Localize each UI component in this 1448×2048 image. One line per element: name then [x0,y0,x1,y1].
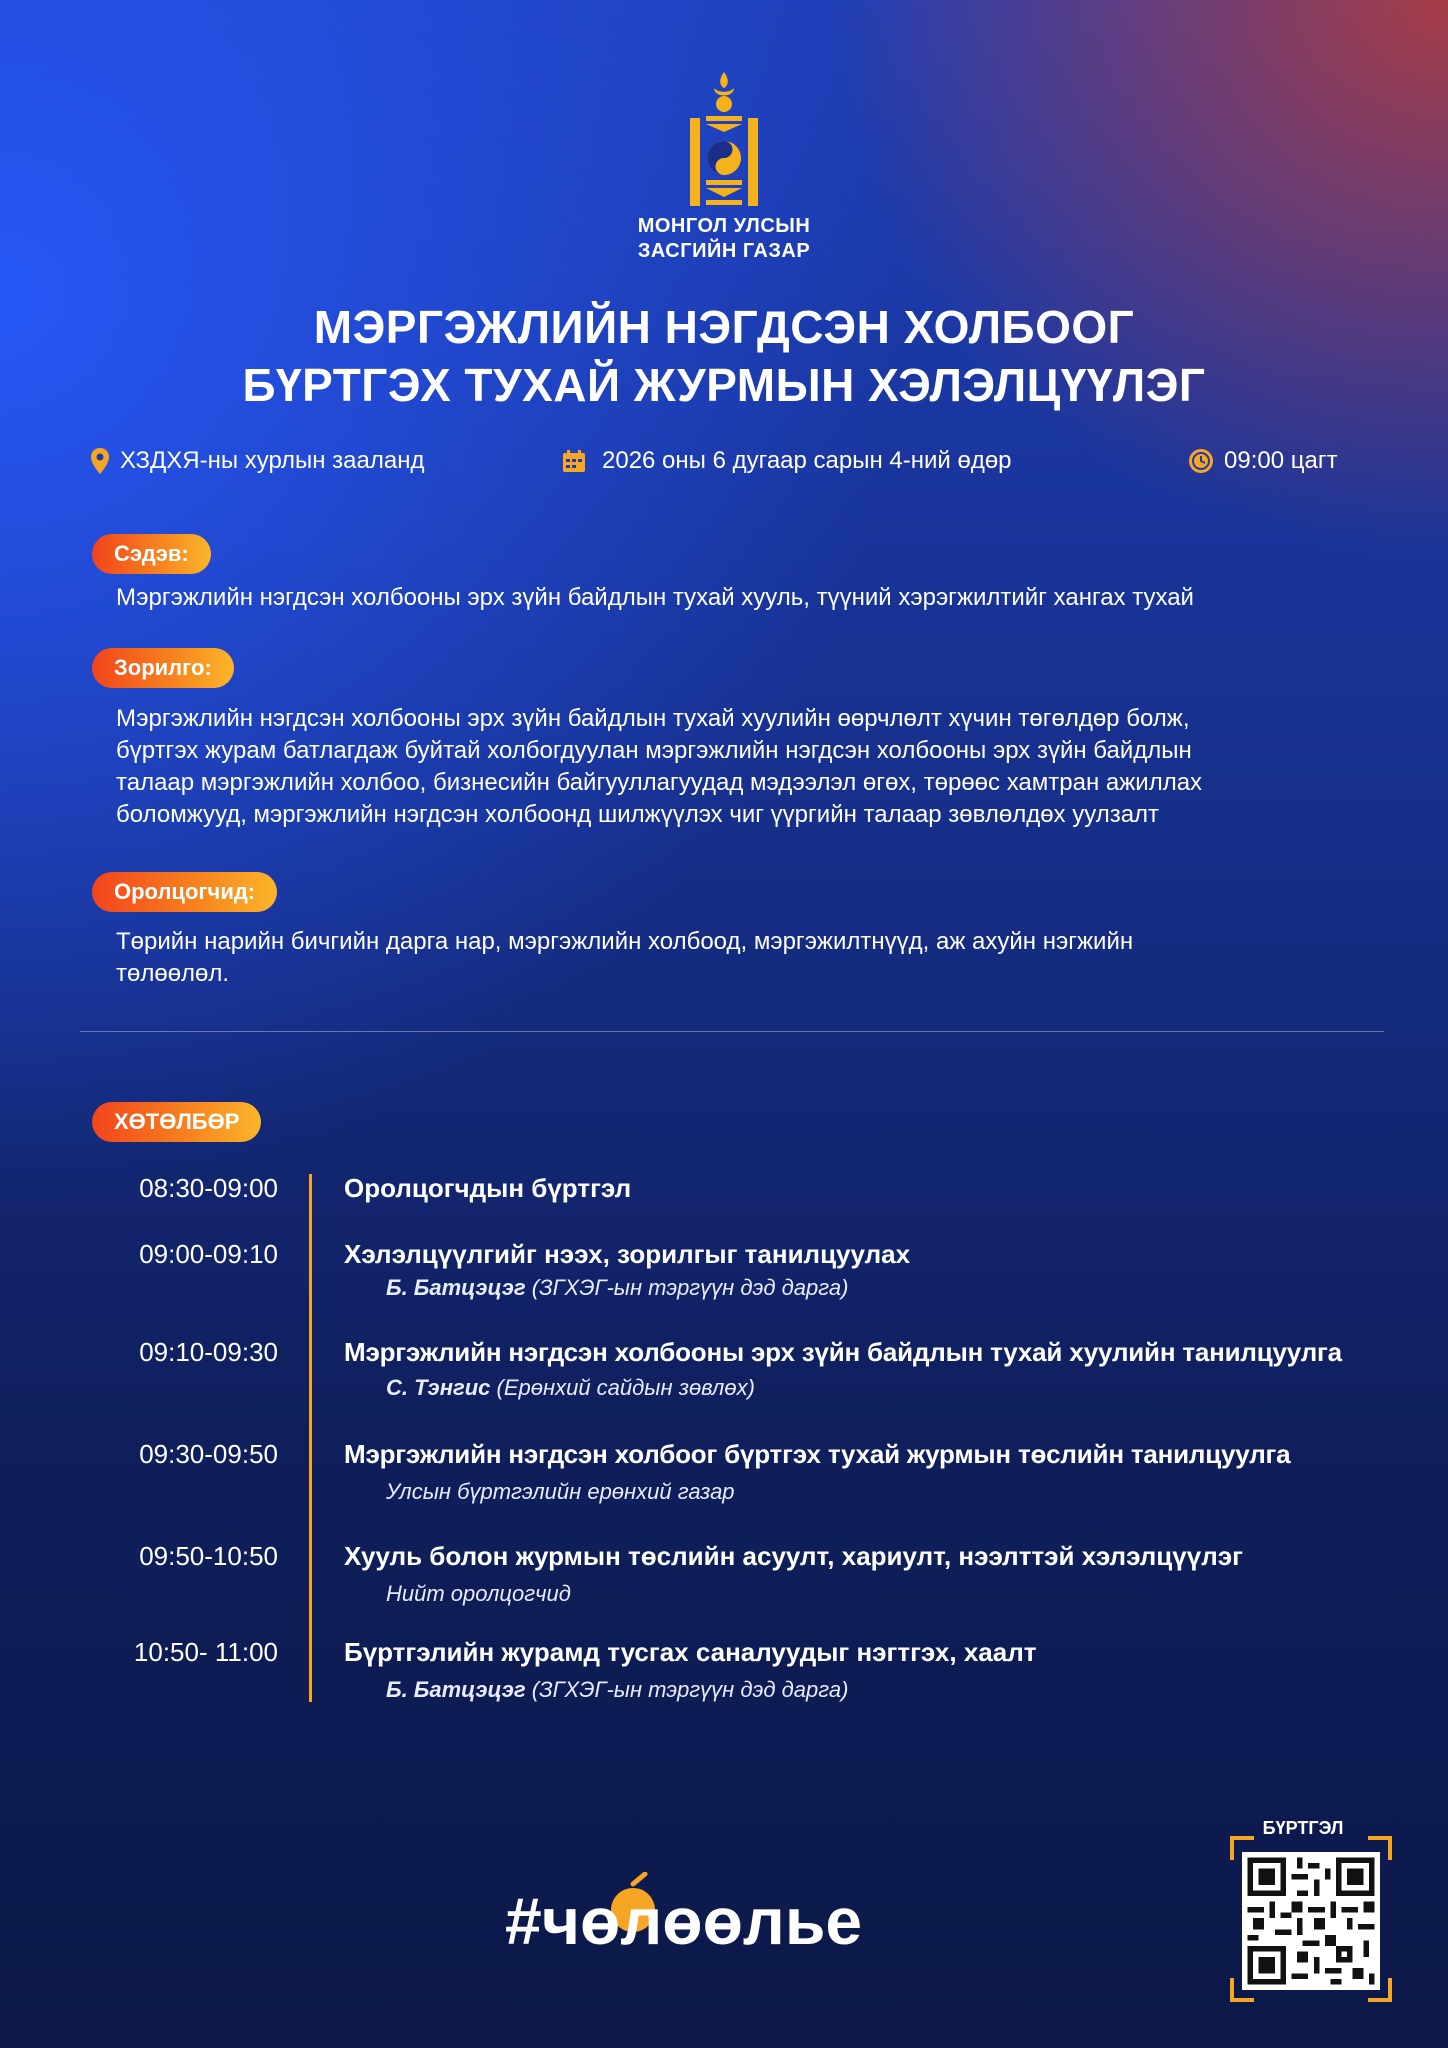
program-pill: ХӨТӨЛБӨР [92,1102,261,1142]
speaker-role: (Ерөнхий сайдын зөвлөх) [490,1375,755,1400]
schedule-time: 09:10-09:30 [139,1337,278,1367]
hashtag-logo [505,1872,945,1962]
speaker-role: (ЗГХЭГ-ын тэргүүн дэд дарга) [525,1677,849,1702]
schedule-time: 09:30-09:50 [139,1439,278,1469]
org-line-2: ЗАСГИЙН ГАЗАР [637,240,811,262]
date-text: 2026 оны 6 дугаар сарын 4-ний өдөр [602,447,1012,474]
program-label [92,1102,261,1142]
schedule-time: 08:30-09:00 [139,1173,278,1203]
map-pin-icon [90,447,110,475]
topic-text: Мэргэжлийн нэгдсэн холбооны эрх зүйн байдлын тухай хууль, түүний хэрэгжилтийг хангах тухай [116,584,1194,611]
schedule-time: 09:50-10:50 [139,1541,278,1571]
participants-text [116,926,1396,990]
speaker-role: (ЗГХЭГ-ын тэргүүн дэд дарга) [525,1275,849,1300]
schedule-speaker [386,1478,1386,1506]
schedule-title: Хэлэлцүүлгийг нээх, зорилгыг танилцуулах [344,1239,911,1269]
qr-label: БҮРТГЭЛ [1262,1818,1344,1838]
schedule-title: Оролцогчдын бүртгэл [344,1173,632,1203]
schedule-title: Мэргэжлийн нэгдсэн холбооны эрх зүйн байдлын тухай хуулийн танилцуулга [344,1337,1342,1367]
participants-label [92,872,277,912]
speaker-role: Нийт оролцогчид [386,1581,571,1606]
org-line-1: МОНГОЛ УЛСЫН [637,215,811,237]
topic-label [92,534,211,574]
timeline-line [309,1174,312,1702]
page-title [80,298,1368,414]
participants-line: Төрийн нарийн бичгийн дарга нар, мэргэжлийн холбоод, мэргэжилтнүүд, аж ахуйн нэгжийн [116,928,1134,955]
schedule-speaker [386,1374,1386,1402]
registration-qr-code[interactable] [1242,1852,1380,1990]
goal-pill: Зорилго: [92,648,234,688]
schedule-speaker [386,1274,1386,1302]
goal-line: бүртгэх журам батлагдаж буйтай холбогдуулан мэргэжлийн нэгдсэн холбооны эрх зүйн байдлын [116,737,1192,764]
schedule-time: 10:50- 11:00 [133,1637,278,1667]
topic-pill: Сэдэв: [92,534,211,574]
location-info [90,444,424,478]
speaker-name: Б. Батцэцэг [386,1275,526,1300]
clock-icon [1188,448,1214,474]
schedule-speaker [386,1580,1386,1608]
location-text: ХЗДХЯ-ны хурлын зааланд [120,447,425,474]
goal-line: Мэргэжлийн нэгдсэн холбооны эрх зүйн байдлын тухай хуулийн өөрчлөлт хүчин төгөлдөр болж, [116,705,1190,732]
goal-line: боломжууд, мэргэжлийн нэгдсэн холбоонд шилжүүлэх чиг үүргийн талаар зөвлөлдөх уулзалт [116,801,1160,828]
schedule-title: Хууль болон журмын төслийн асуулт, хариулт, нээлттэй хэлэлцүүлэг [344,1541,1243,1571]
title-line-2: БҮРТГЭХ ТУХАЙ ЖУРМЫН ХЭЛЭЛЦҮҮЛЭГ [242,359,1206,411]
title-line-1: МЭРГЭЖЛИЙН НЭГДСЭН ХОЛБООГ [313,301,1135,353]
participants-line: төлөөлөл. [116,960,230,987]
organization-name [574,214,874,264]
date-info [562,444,1012,478]
schedule-title: Бүртгэлийн журамд тусгах саналуудыг нэгтгэх, хаалт [344,1637,1037,1667]
speaker-name: С. Тэнгис [386,1375,491,1400]
speaker-name: Б. Батцэцэг [386,1677,526,1702]
schedule-speaker [386,1676,1386,1704]
time-info [1188,444,1338,478]
schedule-time: 09:00-09:10 [139,1239,278,1269]
section-divider [80,1031,1384,1032]
goal-line: талаар мэргэжлийн холбоо, бизнесийн байгууллагуудад мэдээлэл өгөх, төрөөс хамтран ажиллах [116,769,1203,796]
time-text: 09:00 цагт [1224,447,1338,474]
speaker-role: Улсын бүртгэлийн ерөнхий газар [386,1479,735,1504]
hashtag-text: #чөлөөлье [505,1884,863,1958]
calendar-icon [562,449,586,473]
goal-label [92,648,234,688]
schedule-title: Мэргэжлийн нэгдсэн холбоог бүртгэх тухай журмын төслийн танилцуулга [344,1439,1291,1469]
goal-text [116,703,1396,831]
participants-pill: Оролцогчид: [92,872,277,912]
soyombo-emblem [684,70,764,210]
